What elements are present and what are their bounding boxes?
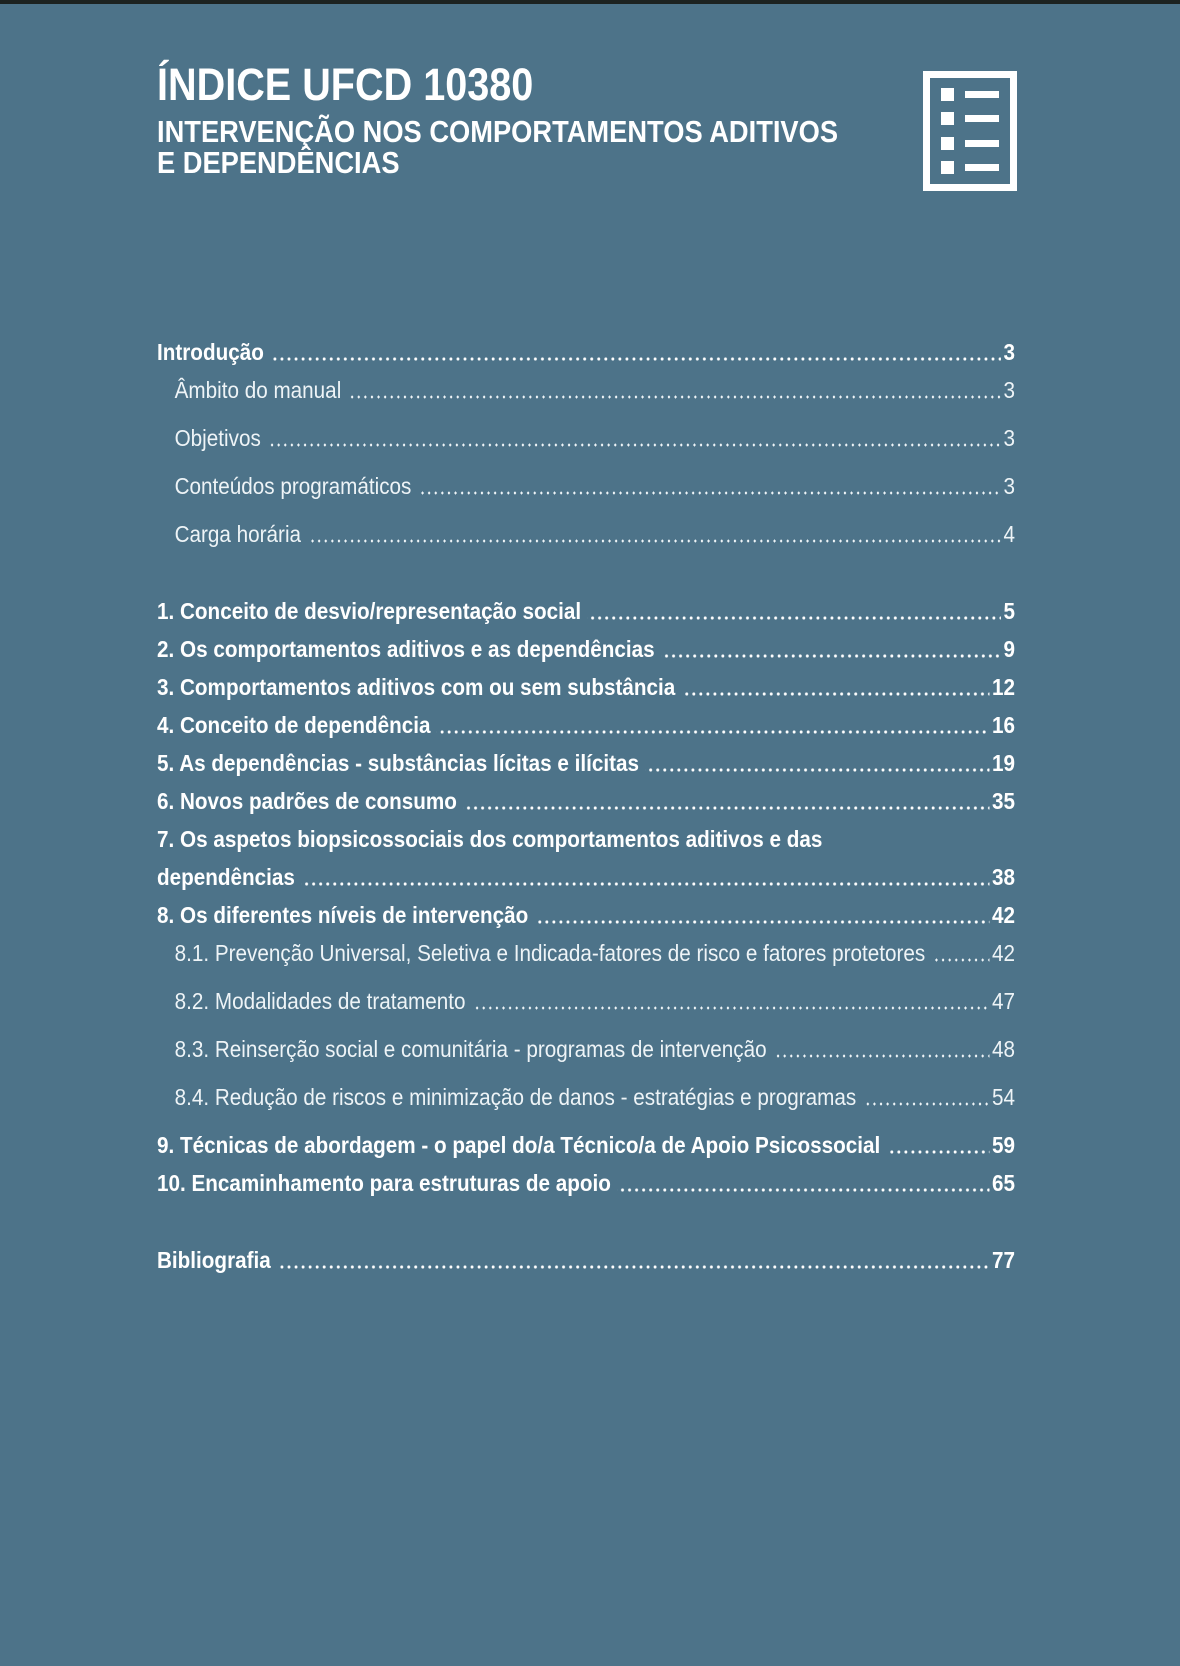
- page-number: 42: [991, 940, 1015, 966]
- page-number: 35: [991, 788, 1015, 814]
- toc-row[interactable]: [157, 520, 1015, 549]
- toc-row-label: 8.4. Redução de riscos e minimização de danos - estratégias e programas: [174, 1084, 857, 1110]
- toc-row-label: dependências: [157, 864, 295, 890]
- checklist-icon-row: [941, 161, 999, 174]
- page-number: 65: [991, 1170, 1015, 1196]
- page-subtitle-line-1: INTERVENÇÃO NOS COMPORTAMENTOS ADITIVOS: [157, 114, 839, 149]
- page-number: 9: [1003, 636, 1015, 662]
- toc-row[interactable]: [157, 749, 1015, 778]
- toc-row[interactable]: [157, 787, 1015, 816]
- toc-row[interactable]: [157, 1246, 1015, 1275]
- toc-row-label: 2. Os comportamentos aditivos e as dependências: [157, 636, 655, 662]
- leader-dots: [270, 338, 1001, 367]
- page-number: 16: [991, 712, 1015, 738]
- page-number: 54: [991, 1084, 1015, 1110]
- leader-dots: [277, 1246, 989, 1275]
- leader-dots: [886, 1131, 989, 1160]
- toc-row[interactable]: [157, 825, 1015, 854]
- page-number: 59: [991, 1132, 1015, 1158]
- page-number: 19: [991, 750, 1015, 776]
- toc-row-label: Âmbito do manual: [174, 377, 342, 403]
- checklist-bullet-icon: [941, 161, 954, 174]
- page-number: 3: [1003, 339, 1015, 365]
- page-number: 38: [991, 864, 1015, 890]
- page-header: [157, 59, 839, 180]
- page-number: 42: [991, 902, 1015, 928]
- leader-dots: [534, 901, 989, 930]
- page-number: 4: [1003, 521, 1015, 547]
- toc-row[interactable]: [157, 673, 1015, 702]
- toc-row-label: Conteúdos programáticos: [174, 473, 412, 499]
- checklist-bullet-icon: [941, 112, 954, 125]
- leader-dots: [587, 597, 1001, 626]
- toc-row[interactable]: [157, 901, 1015, 930]
- page-number: 47: [991, 988, 1015, 1014]
- toc-row[interactable]: [157, 635, 1015, 664]
- leader-dots: [437, 711, 990, 740]
- leader-dots: [463, 787, 989, 816]
- checklist-line-icon: [965, 164, 999, 171]
- page-number: 77: [991, 1247, 1015, 1273]
- checklist-line-icon: [965, 115, 999, 122]
- checklist-line-icon: [965, 91, 999, 98]
- toc-row-label: 1. Conceito de desvio/representação social: [157, 598, 582, 624]
- toc-row[interactable]: [157, 472, 1015, 501]
- leader-dots: [301, 863, 989, 892]
- checklist-line-icon: [965, 140, 999, 147]
- leader-dots: [862, 1083, 989, 1112]
- toc-row[interactable]: [157, 863, 1015, 892]
- page-number: 3: [1003, 473, 1015, 499]
- page-subtitle-line-2: E DEPENDÊNCIAS: [157, 145, 400, 180]
- page-title: ÍNDICE UFCD 10380: [157, 59, 534, 110]
- toc-row[interactable]: [157, 1131, 1015, 1160]
- toc-list: [157, 338, 1015, 1284]
- toc-row-label: 10. Encaminhamento para estruturas de apoio: [157, 1170, 611, 1196]
- checklist-bullet-icon: [941, 88, 954, 101]
- checklist-icon-row: [941, 88, 999, 101]
- page-number: 3: [1003, 425, 1015, 451]
- toc-row-label: 6. Novos padrões de consumo: [157, 788, 457, 814]
- top-bar: [0, 0, 1180, 4]
- toc-row[interactable]: [157, 424, 1015, 453]
- leader-dots: [773, 1035, 990, 1064]
- leader-dots: [931, 939, 989, 968]
- leader-dots: [645, 749, 989, 778]
- page-number: 12: [991, 674, 1015, 700]
- page-number: 3: [1003, 377, 1015, 403]
- leader-dots: [267, 424, 1001, 453]
- toc-row[interactable]: [157, 1083, 1015, 1112]
- toc-row[interactable]: [157, 1169, 1015, 1198]
- leader-dots: [472, 987, 990, 1016]
- toc-row-label: 3. Comportamentos aditivos com ou sem substância: [157, 674, 676, 700]
- page-subtitle: [157, 116, 838, 178]
- checklist-icon-row: [941, 112, 999, 125]
- leader-dots: [347, 376, 1000, 405]
- toc-row-label: 4. Conceito de dependência: [157, 712, 431, 738]
- toc-row-label: 9. Técnicas de abordagem - o papel do/a Técnico/a de Apoio Psicossocial: [157, 1132, 881, 1158]
- toc-row-label: 8.1. Prevenção Universal, Seletiva e Indicada-fatores de risco e fatores protetores: [174, 940, 926, 966]
- toc-row[interactable]: [157, 338, 1015, 367]
- toc-row[interactable]: [157, 597, 1015, 626]
- toc-row[interactable]: [157, 987, 1015, 1016]
- toc-row[interactable]: [157, 376, 1015, 405]
- checklist-icon-row: [941, 137, 999, 150]
- toc-row[interactable]: [157, 1035, 1015, 1064]
- checklist-bullet-icon: [941, 137, 954, 150]
- page-number: 48: [991, 1036, 1015, 1062]
- toc-row-label: Objetivos: [174, 425, 261, 451]
- toc-row-label: 8.2. Modalidades de tratamento: [174, 988, 466, 1014]
- toc-row-label: 7. Os aspetos biopsicossociais dos comportamentos aditivos e das: [157, 826, 823, 852]
- toc-row-label: Carga horária: [174, 521, 302, 547]
- toc-row-label: 8. Os diferentes níveis de intervenção: [157, 902, 529, 928]
- toc-row-label: Bibliografia: [157, 1247, 271, 1273]
- leader-dots: [681, 673, 989, 702]
- leader-dots: [661, 635, 1001, 664]
- checklist-document-icon: [923, 71, 1017, 191]
- toc-row[interactable]: [157, 711, 1015, 740]
- toc-row[interactable]: [157, 939, 1015, 968]
- leader-dots: [307, 520, 1001, 549]
- leader-dots: [418, 472, 1001, 501]
- toc-row-label: Introdução: [157, 339, 264, 365]
- page-number: 5: [1003, 598, 1015, 624]
- leader-dots: [617, 1169, 989, 1198]
- toc-row-label: 5. As dependências - substâncias lícitas e ilícitas: [157, 750, 639, 776]
- toc-row-label: 8.3. Reinserção social e comunitária - programas de intervenção: [174, 1036, 767, 1062]
